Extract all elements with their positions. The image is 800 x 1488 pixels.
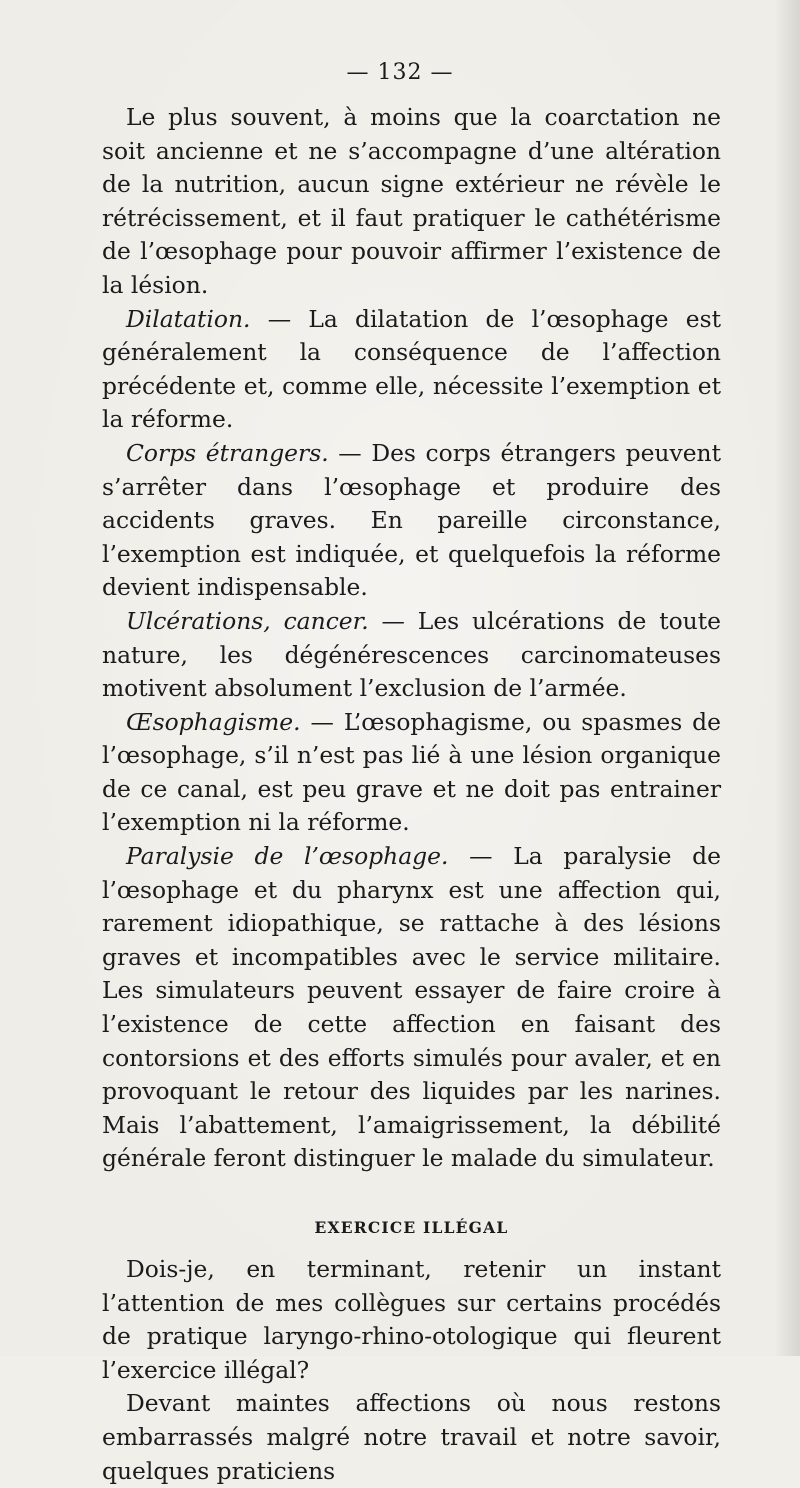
- paragraph-corps-etrangers: [102, 437, 721, 605]
- paragraph-term: Dilatation.: [126, 304, 251, 333]
- paragraph-text: — Des corps étrangers peuvent s’arrêter dans l’œsophage et produire des accidents graves. En pareille circonstance, l’exemption est indiquée, et quelquefois la réforme devient indispensable.: [102, 438, 722, 602]
- page-edge-shadow: [774, 0, 800, 1356]
- paragraph-text: Devant maintes affections où nous restons embarrassés malgré notre travail et notre savoir, quelques praticiens: [102, 1389, 721, 1485]
- paragraph-ulcerations: [102, 605, 721, 706]
- paragraph-text: Le plus souvent, à moins que la coarctation ne soit ancienne et ne s’accompagne d’une altération de la nutrition, aucun signe extérieur ne révèle le rétrécissement, et il faut pratiquer le cathétérisme de l’œsophage pour pouvoir affirmer l’existence de la lésion.: [102, 103, 721, 299]
- page-number: — 132 —: [346, 60, 454, 85]
- paragraph-text: — Les ulcérations de toute nature, les dégénérescences carcinomateuses motivent absolument l’exclusion de l’armée.: [102, 606, 721, 703]
- paragraph-term: Corps étrangers.: [126, 438, 329, 467]
- paragraph-term: Paralysie de l’œsophage.: [126, 842, 449, 871]
- paragraph-text: — L’œsophagisme, ou spasmes de l’œsophage, s’il n’est pas lié à une lésion organique de ce canal, est peu grave et ne doit pas entrainer l’exemption ni la réforme.: [102, 707, 721, 837]
- paragraph-exercice-illegal-1: [102, 1253, 721, 1387]
- paragraph-text: — La paralysie de l’œsophage et du pharynx est une affection qui, rarement idiopathique, se rattache à des lésions graves et incompatibles avec le service militaire. Les simulateurs peuvent essayer de faire croire à l’existence de cette affection en faisant des contorsions et des efforts simulés pour avaler, et en provoquant le retour des liquides par les narines. Mais l’abattement, l’amaigrissement, la débilité générale feront distinguer le malade du simulateur.: [102, 842, 721, 1173]
- section-heading: EXERCICE ILLÉGAL: [314, 1218, 509, 1237]
- paragraph-coarctation: [102, 101, 721, 303]
- paragraph-oesophagisme: [102, 706, 721, 840]
- paragraph-text: Dois-je, en terminant, retenir un instant l’attention de mes collègues sur certains procédés de pratique laryngo-rhino-otologique qui fleurent l’exercice illégal?: [102, 1255, 721, 1384]
- body-text: [102, 101, 721, 1488]
- paragraph-paralysie: [102, 840, 721, 1176]
- paragraph-text: — La dilatation de l’œsophage est généralement la conséquence de l’affection précédente et, comme elle, nécessite l’exemption et la réforme.: [102, 304, 721, 434]
- paragraph-term: Ulcérations, cancer.: [126, 606, 369, 635]
- paragraph-exercice-illegal-2: [102, 1387, 721, 1488]
- paragraph-dilatation: [102, 303, 721, 437]
- paragraph-term: Œsophagisme.: [126, 707, 301, 736]
